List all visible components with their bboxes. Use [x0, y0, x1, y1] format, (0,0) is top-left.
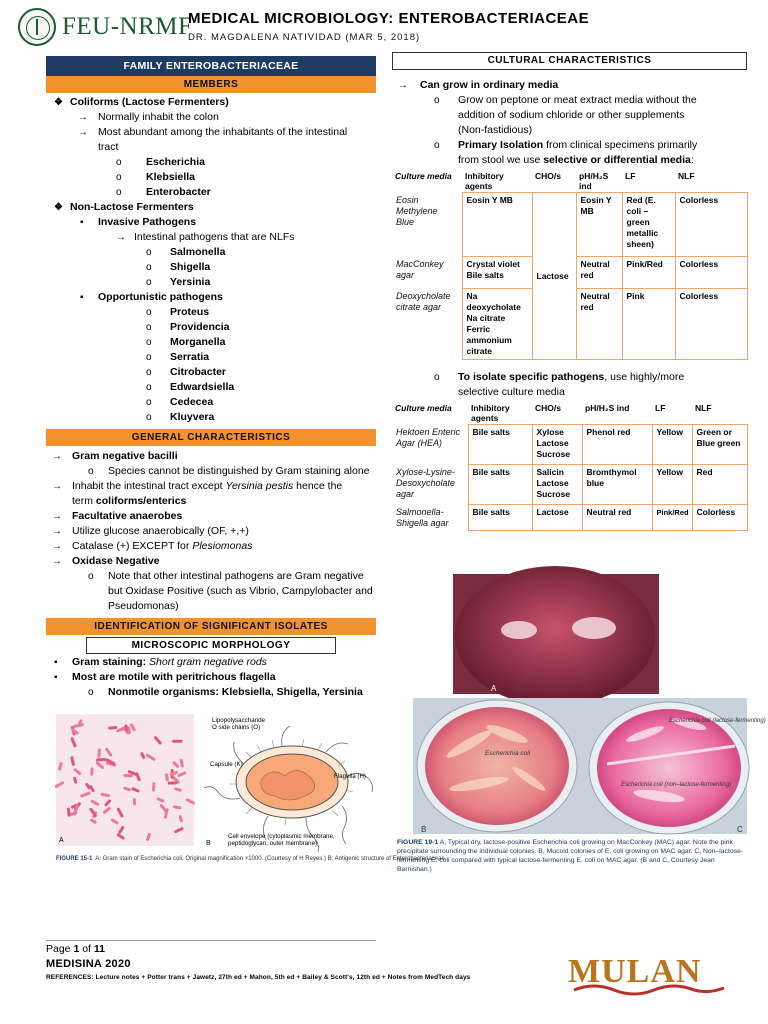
- nlf-cell: Red: [692, 465, 747, 505]
- selective-media-table: [392, 402, 748, 531]
- gen-item: → Facultative anaerobes: [52, 510, 183, 522]
- colony-a1: [501, 621, 537, 639]
- cultural-subitem-continuation: addition of sodium chloride or other supplements: [458, 109, 685, 121]
- nlf-cell: Colorless: [675, 289, 747, 360]
- circle-bullet-icon: o: [146, 322, 152, 333]
- cultural-characteristics-bar: CULTURAL CHARACTERISTICS: [392, 52, 747, 70]
- arrow-bullet-icon: →: [52, 451, 62, 462]
- agar-figure-caption: [397, 838, 745, 874]
- lf-cell: Yellow: [652, 465, 692, 505]
- batch-name: MEDISINA 2020: [46, 958, 131, 970]
- circle-bullet-icon: o: [146, 352, 152, 363]
- lf-cell: Pink/Red: [652, 505, 692, 531]
- gen-item: → Gram negative bacilli: [52, 450, 178, 462]
- arrow-bullet-icon: →: [52, 526, 62, 537]
- indicator-cell: Bromthymol blue: [582, 465, 652, 505]
- arrow-bullet-icon: →: [52, 481, 62, 492]
- footer-divider: [46, 940, 376, 941]
- circle-bullet-icon: o: [434, 140, 440, 151]
- indicator-cell: Phenol red: [582, 425, 652, 465]
- agar-plates-art: [389, 574, 766, 874]
- genus-item: o Shigella: [146, 261, 211, 273]
- envelope-label-2: peptidoglycan, outer membrane): [228, 840, 318, 847]
- bacillus-rod: [97, 748, 101, 757]
- right-column: [392, 52, 747, 531]
- circle-bullet-icon: o: [146, 307, 152, 318]
- differential-media-table: [392, 170, 748, 360]
- table-row: [392, 425, 747, 465]
- inhibitory-cell: Bile salts: [468, 465, 532, 505]
- references-line: REFERENCES: Lecture notes + Potter trans + Jawetz, 27th ed + Mahon, 5th ed + Bailey & Scott's, 12th ed + Notes from MedTech days: [46, 974, 471, 981]
- figure-number: FIGURE 19-1: [397, 839, 439, 846]
- invasive-item: ▪ Invasive Pathogens: [80, 216, 197, 228]
- circle-bullet-icon: o: [88, 687, 94, 698]
- header-cell: pH/H₂S ind: [579, 171, 609, 191]
- indicator-cell: Eosin Y MB: [576, 193, 622, 257]
- gen-item: → Oxidase Negative: [52, 555, 160, 567]
- figure-caption-text: A: Gram stain of Escherichia coli. Original magnification ×1000. (Courtesy of H Reyes.) B: Antigenic structure of Enterobacteriaceae.: [95, 856, 447, 862]
- cho-cell: Lactose: [532, 505, 582, 531]
- circle-bullet-icon: o: [146, 277, 152, 288]
- members-title-bar: MEMBERS: [46, 76, 376, 93]
- genus-item: o Salmonella: [146, 246, 226, 258]
- genus-item: o Enterobacter: [116, 186, 211, 198]
- genus-item: o Proteus: [146, 306, 210, 318]
- media-name: Hektoen Enteric Agar (HEA): [396, 426, 461, 448]
- indicator-cell: Neutral red: [576, 289, 622, 360]
- genus-item: o Citrobacter: [146, 366, 227, 378]
- square-bullet-icon: ▪: [80, 217, 84, 228]
- circle-bullet-icon: o: [146, 367, 152, 378]
- header-cell: Inhibitory agents: [471, 403, 510, 423]
- lf-cell: Yellow: [652, 425, 692, 465]
- square-bullet-icon: ▪: [54, 672, 58, 683]
- arrow-bullet-icon: →: [78, 112, 88, 123]
- indicator-cell: Neutral red: [582, 505, 652, 531]
- gen-subitem: o Species cannot be distinguished by Gram staining alone: [88, 465, 370, 477]
- bacillus-rod: [133, 798, 136, 805]
- nlf-cell: Colorless: [692, 505, 747, 531]
- gen-item: → Catalase (+) EXCEPT for Plesiomonas: [52, 540, 253, 552]
- table-header-row: [392, 402, 747, 425]
- cultural-subitem: o Primary Isolation from clinical specimens primarily: [434, 139, 698, 151]
- media-name: Salmonella-Shigella agar: [396, 506, 449, 528]
- genus-item: o Edwardsiella: [146, 381, 235, 393]
- panel-a-label: A: [59, 837, 64, 844]
- family-title-bar: FAMILY ENTEROBACTERIACEAE: [46, 56, 376, 76]
- left-column: [46, 56, 376, 700]
- micro-item: ▪ Most are motile with peritrichous flagella: [54, 671, 276, 683]
- capsule-label: Capsule (K): [210, 761, 243, 768]
- circle-bullet-icon: o: [146, 337, 152, 348]
- circle-bullet-icon: o: [116, 172, 122, 183]
- bacillus-rod: [90, 767, 93, 775]
- table-row: [392, 505, 747, 531]
- gen-item-continuation: term coliforms/enterics: [72, 495, 187, 507]
- figure-number: FIGURE 15-1: [56, 856, 93, 862]
- mulan-logo-text: MULAN: [568, 953, 702, 990]
- nlf-cell: Colorless: [675, 257, 747, 289]
- inhibitory-cell: Bile salts: [468, 505, 532, 531]
- circle-bullet-icon: o: [146, 262, 152, 273]
- media-name: Eosin Methylene Blue: [396, 194, 438, 227]
- media-name: Xylose-Lysine-Desoxycholate agar: [396, 466, 456, 499]
- inhibitory-cell: Eosin Y MB: [462, 193, 532, 257]
- cho-cell: Salicin Lactose Sucrose: [532, 465, 582, 505]
- cultural-item: → Can grow in ordinary media: [398, 79, 559, 91]
- arrow-bullet-icon: →: [116, 232, 126, 243]
- genus-item: o Serratia: [146, 351, 210, 363]
- coliforms-item: ❖ Coliforms (Lactose Fermenters): [54, 96, 229, 108]
- bacillus-rod: [168, 781, 178, 784]
- inhibitory-cell: Na deoxycholate Na citrate Ferric ammonium citrate: [462, 289, 532, 360]
- colony-a2: [572, 617, 616, 639]
- genus-item: o Escherichia: [116, 156, 205, 168]
- mulan-logo: [564, 950, 734, 996]
- logo-text: FEU-NRMF: [62, 13, 193, 40]
- header-cell: NLF: [678, 171, 695, 181]
- header-cell: pH/H₂S ind: [585, 403, 630, 413]
- header-cell: LF: [655, 403, 666, 413]
- circle-bullet-icon: o: [146, 412, 152, 423]
- o-chain-label: O side chains (O): [212, 724, 261, 731]
- square-bullet-icon: ▪: [54, 657, 58, 668]
- cultural-subitem-continuation: selective culture media: [458, 386, 565, 398]
- nlf-item: ❖ Non-Lactose Fermenters: [54, 201, 194, 213]
- document-subtitle: DR. MAGDALENA NATIVIDAD (MAR 5, 2018): [188, 32, 421, 43]
- flagella-label: Flagella (H): [334, 773, 366, 780]
- circle-bullet-icon: o: [88, 466, 94, 477]
- circle-bullet-icon: o: [116, 157, 122, 168]
- arrow-bullet-icon: →: [78, 127, 88, 138]
- seal-icon: [18, 8, 56, 46]
- gen-subitem: o Note that other intestinal pathogens are Gram negative: [88, 570, 364, 582]
- general-characteristics-bar: GENERAL CHARACTERISTICS: [46, 429, 376, 446]
- invasive-point: → Intestinal pathogens that are NLFs: [116, 231, 295, 243]
- coliform-point: → Most abundant among the inhabitants of the intestinal: [78, 126, 348, 138]
- panel-b-label: B: [206, 840, 211, 847]
- page-header: [0, 0, 768, 50]
- circle-bullet-icon: o: [434, 372, 440, 383]
- gen-item: → Inhabit the intestinal tract except Yersinia pestis hence the: [52, 480, 343, 492]
- plate-a: [455, 566, 655, 706]
- arrow-bullet-icon: →: [52, 511, 62, 522]
- header-cell: Inhibitory agents: [465, 171, 504, 191]
- coliform-point: → Normally inhabit the colon: [78, 111, 219, 123]
- lps-label: Lipopolysaccharide: [212, 717, 265, 724]
- genus-item: o Cedecea: [146, 396, 214, 408]
- bacillus-rod: [172, 740, 182, 743]
- circle-bullet-icon: o: [146, 397, 152, 408]
- inhibitory-cell: Crystal violet Bile salts: [462, 257, 532, 289]
- cho-cell: Xylose Lactose Sucrose: [532, 425, 582, 465]
- genus-item: o Morganella: [146, 336, 226, 348]
- nlf-cell: Green or Blue green: [692, 425, 747, 465]
- header-cell: Culture media: [395, 403, 452, 413]
- header-cell: CHO/s: [535, 403, 561, 413]
- media-name: MacConkey agar: [396, 258, 444, 280]
- genus-item: o Klebsiella: [116, 171, 196, 183]
- plate-b-label: Escherichia coli: [485, 750, 531, 757]
- university-logo: [18, 8, 192, 46]
- lf-cell: Pink: [622, 289, 675, 360]
- header-cell: LF: [625, 171, 636, 181]
- circle-bullet-icon: o: [146, 247, 152, 258]
- inhibitory-cell: Bile salts: [468, 425, 532, 465]
- gen-item: → Utilize glucose anaerobically (OF, +,+): [52, 525, 249, 537]
- arrow-bullet-icon: →: [398, 80, 408, 91]
- panel-a-label: A: [491, 684, 497, 693]
- header-cell: CHO/s: [535, 171, 561, 181]
- lf-cell: Pink/Red: [622, 257, 675, 289]
- microscopic-morphology-bar: MICROSCOPIC MORPHOLOGY: [86, 637, 336, 654]
- cultural-subitem-continuation: from stool we use selective or differential media:: [458, 154, 694, 166]
- gen-subitem-continuation: but Oxidase Positive (such as Vibrio, Campylobacter and: [108, 585, 373, 597]
- plate-c-label-1: Escherichia coli (lactose-fermenting): [669, 718, 766, 724]
- panel-b-label: B: [421, 825, 427, 834]
- header-cell: Culture media: [395, 171, 452, 181]
- table-row: [392, 465, 747, 505]
- circle-bullet-icon: o: [116, 187, 122, 198]
- coliform-point-continuation: tract: [98, 141, 119, 153]
- arrow-bullet-icon: →: [52, 556, 62, 567]
- envelope-label-1: Cell envelope (cytoplasmic membrane,: [228, 833, 335, 840]
- diamond-bullet-icon: ❖: [54, 97, 63, 108]
- plate-c-label-2: Escherichia coli (non–lactose-fermenting): [621, 782, 732, 788]
- document-title: MEDICAL MICROBIOLOGY: ENTEROBACTERIACEAE: [188, 10, 590, 27]
- bacillus-rod: [123, 774, 133, 777]
- genus-item: o Yersinia: [146, 276, 211, 288]
- cultural-subitem: o Grow on peptone or meat extract media without the: [434, 94, 697, 106]
- mulan-logo-art: [564, 950, 734, 996]
- circle-bullet-icon: o: [88, 571, 94, 582]
- page-number: Page 1 of 11: [46, 943, 105, 955]
- cultural-subitem: o To isolate specific pathogens, use highly/more: [434, 371, 685, 383]
- diamond-bullet-icon: ❖: [54, 202, 63, 213]
- micro-item: ▪ Gram staining: Short gram negative rods: [54, 656, 267, 668]
- figure-caption-text: A, Typical dry, lactose-positive Escherichia coli growing on MacConkey (MAC) agar. Note the pink precipitate surrounding the individual colonies. B, Mucoid colonies of E. coli growing on MAC agar. C, Non–lactose-fermenting E. coli compared with typical lactose-fermenting E. coli on MAC agar. (B and C, Courtesy Jean Barnishan.): [397, 839, 744, 873]
- panel-c-label: C: [737, 825, 743, 834]
- table-header-row: [392, 170, 747, 193]
- indicator-cell: Neutral red: [576, 257, 622, 289]
- table-row: [392, 193, 747, 257]
- cho-cell: Lactose: [532, 193, 576, 360]
- circle-bullet-icon: o: [434, 95, 440, 106]
- genus-item: o Kluyvera: [146, 411, 215, 423]
- identification-bar: IDENTIFICATION OF SIGNIFICANT ISOLATES: [46, 618, 376, 635]
- cultural-subitem-continuation: (Non-fastidious): [458, 124, 533, 136]
- media-name: Deoxycholate citrate agar: [396, 290, 451, 312]
- micro-subitem: o Nonmotile organisms: Klebsiella, Shigella, Yersinia: [88, 686, 363, 698]
- plate-b: [425, 707, 569, 825]
- opportunistic-item: ▪ Opportunistic pathogens: [80, 291, 223, 303]
- lf-cell: Red (E. coli – green metallic sheen): [622, 193, 675, 257]
- arrow-bullet-icon: →: [52, 541, 62, 552]
- agar-plates-figure: [389, 574, 766, 874]
- nlf-cell: Colorless: [675, 193, 747, 257]
- plate-c: [597, 709, 741, 827]
- genus-item: o Providencia: [146, 321, 230, 333]
- header-cell: NLF: [695, 403, 712, 413]
- square-bullet-icon: ▪: [80, 292, 84, 303]
- gen-subitem-continuation: Pseudomonas): [108, 600, 179, 612]
- circle-bullet-icon: o: [146, 382, 152, 393]
